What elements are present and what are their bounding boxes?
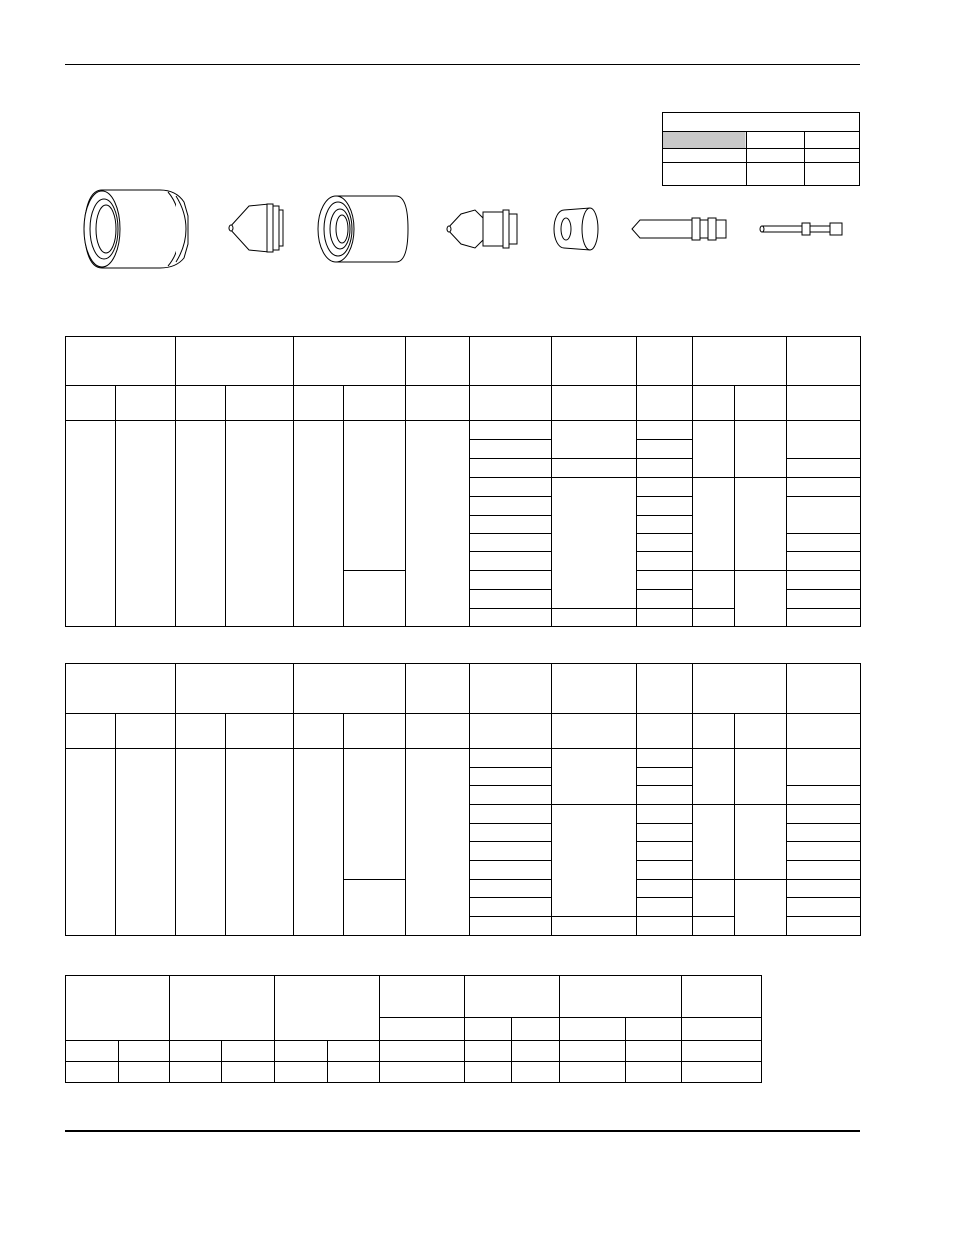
nozzle-retaining-cap-icon: [225, 200, 285, 256]
electrode-icon: [630, 214, 730, 244]
process-table-2: [65, 663, 861, 936]
legend-table: [662, 112, 860, 186]
retaining-cap-icon: [316, 194, 412, 264]
footer-rule: [65, 1130, 860, 1132]
header-rule: [65, 64, 860, 65]
nozzle-icon: [443, 204, 523, 254]
legend-header-shade: [663, 132, 746, 149]
process-table-3: [65, 975, 762, 1083]
consumable-parts-row: [60, 180, 870, 280]
water-tube-icon: [760, 220, 850, 238]
process-table-1: [65, 336, 861, 627]
swirl-ring-icon: [552, 206, 602, 252]
shield-icon: [80, 186, 192, 272]
